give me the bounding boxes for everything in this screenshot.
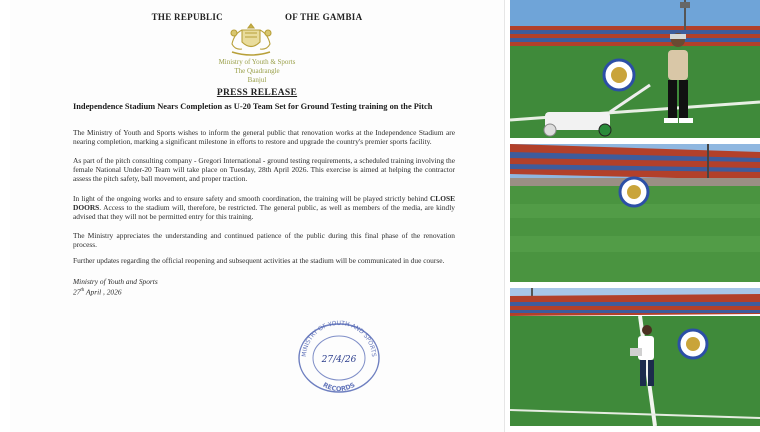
close-doors-emphasis: CLOSE DOORS [73, 194, 455, 213]
press-release-title: PRESS RELEASE [216, 88, 298, 98]
paragraph-3-end: . Access to the stadium will, therefore, be restricted. The general public, as well as members of the media, are kindly advised that they will not be permitted entry for this training. [73, 203, 455, 222]
stamp-handwritten-date: 27/4/26 [321, 355, 357, 365]
ministry-line: Ministry of Youth & Sports [218, 58, 296, 66]
stadium-photo-pitch-view [510, 144, 760, 282]
signoff-month-year: April , 2026 [84, 287, 122, 297]
republic-right-text: OF THE GAMBIA [284, 12, 363, 22]
paragraph-1: The Ministry of Youth and Sports wishes to inform the general public that renovation works at the Independence Stadium are nearing completion, marking a significant milestone in efforts to restore and upgrade the country's premier sports facility. [73, 128, 455, 147]
ministry-address [10, 58, 504, 85]
paragraph-5: Further updates regarding the official reopening and subsequent activities at the stadium will be communicated in due course. [73, 256, 445, 265]
paragraph-3 [73, 194, 455, 222]
paragraph-4: The Ministry appreciates the understanding and continued patience of the public during this final phase of the renovation process. [73, 231, 455, 250]
signoff-date [73, 286, 158, 297]
coat-of-arms-icon [222, 20, 280, 58]
stamp-bottom-text: RECORDS [321, 380, 357, 394]
press-release-document [10, 0, 505, 432]
stamp-top-text: MINISTRY OF YOUTH AND SPORTS [300, 319, 378, 358]
signoff-day-suffix: th [80, 288, 85, 294]
ministry-line: The Quadrangle [234, 67, 280, 75]
headline: Independence Stadium Nears Completion as U-20 Team Set for Ground Testing training on the Pitch [73, 102, 433, 111]
signoff-org: Ministry of Youth and Sports [73, 277, 158, 286]
records-stamp-icon [296, 318, 382, 394]
svg-text:MINISTRY OF YOUTH AND SPORTS [301, 320, 377, 357]
paragraph-2: As part of the pitch consulting company - Gregori International - ground testing requirements, a scheduled training involving the female National Under-20 Team will take place on Tuesday, 28th April 2026. This exercise is aimed at helping the contractor assess the pitch safety, ball movement, and proper traction. [73, 156, 455, 184]
stadium-photo-worker-line-marking [510, 0, 760, 138]
signoff [73, 277, 158, 297]
republic-left-text: THE REPUBLIC [151, 12, 223, 22]
paragraph-3-start: In light of the ongoing works and to ensure safety and smooth coordination, the training will be played strictly behind [73, 194, 430, 203]
signoff-day: 27 [73, 287, 81, 297]
ministry-line: Banjul [247, 76, 267, 84]
stadium-photo-line-painting [510, 288, 760, 426]
